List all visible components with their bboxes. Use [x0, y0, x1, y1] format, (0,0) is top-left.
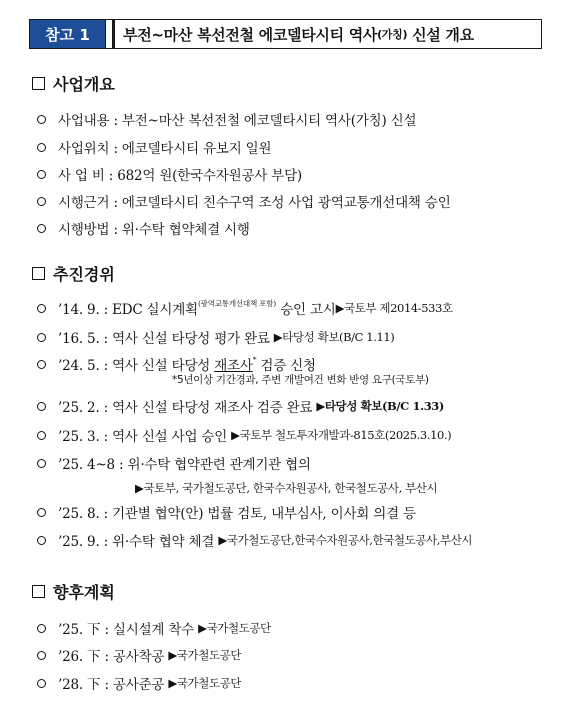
- progress-item: [37, 298, 453, 318]
- progress-text: 승인 고시: [276, 302, 336, 318]
- circle-bullet-icon: [37, 536, 46, 545]
- overview-text: 사업위치 : 에코델타시티 유보지 일원: [58, 141, 272, 157]
- overview-text: 시행근거 : 에코델타시티 친수구역 조성 사업 광역교통개선대책 승인: [58, 195, 451, 211]
- progress-footnote-mark: *: [252, 354, 257, 364]
- circle-bullet-icon: [37, 624, 46, 633]
- section-overview: [32, 72, 115, 95]
- circle-bullet-icon: [37, 333, 46, 342]
- section-overview-label: 사업개요: [53, 75, 115, 94]
- overview-text: 시행방법 : 위·수탁 협약체결 시행: [58, 222, 250, 238]
- progress-text: ’14. 9. : EDC 실시계획: [58, 302, 198, 318]
- circle-bullet-icon: [37, 431, 46, 440]
- progress-note: ▶국토부 제2014-533호: [335, 301, 453, 315]
- overview-text: 사업내용 : 부전~마산 복선전철 에코델타시티 역사(가칭) 신설: [58, 113, 417, 129]
- progress-item: [37, 425, 451, 445]
- section-progress: [32, 262, 115, 285]
- plan-item: [37, 618, 271, 638]
- square-bullet-icon: [32, 585, 45, 598]
- overview-item: [37, 137, 271, 157]
- square-bullet-icon: [32, 267, 45, 280]
- plan-note: ▶국가철도공단: [168, 648, 242, 662]
- progress-item: [37, 453, 311, 473]
- progress-text: ’16. 5. : 역사 신설 타당성 평가 완료: [58, 331, 274, 347]
- plan-note: ▶국가철도공단: [168, 676, 242, 690]
- progress-item: [37, 327, 394, 347]
- progress-text: ’25. 4~8 : 위·수탁 협약관련 관계기관 협의: [58, 457, 311, 473]
- progress-note: ▶타당성 확보(B/C 1.11): [273, 330, 395, 344]
- circle-bullet-icon: [37, 304, 46, 313]
- overview-item: [37, 109, 416, 129]
- circle-bullet-icon: [37, 197, 46, 206]
- title-main: 부전~마산 복선전철 에코델타시티 역사: [123, 25, 378, 44]
- progress-underlined: 재조사: [214, 358, 253, 374]
- plan-item: [37, 645, 241, 665]
- circle-bullet-icon: [37, 170, 46, 179]
- header-divider: [106, 20, 114, 48]
- progress-text: ’25. 8. : 기관별 협약(안) 법률 검토, 내부심사, 이사회 의결 등: [58, 506, 416, 522]
- progress-note: (B/C 1.33): [381, 399, 444, 413]
- document-header: [29, 19, 542, 49]
- progress-note-bold: ▶타당성 확보: [316, 399, 382, 413]
- circle-bullet-icon: [37, 651, 46, 660]
- progress-text: ’25. 2. : 역사 신설 타당성 재조사 검증 완료: [58, 400, 317, 416]
- progress-item: [37, 354, 316, 374]
- plan-text: ’28. 下 : 공사준공: [58, 677, 169, 693]
- square-bullet-icon: [32, 77, 45, 90]
- plan-text: ’25. 下 : 실시설계 착수: [58, 622, 199, 638]
- plan-text: ’26. 下 : 공사착공: [58, 649, 169, 665]
- progress-note: ▶국토부 철도투자개발과-815호(2025.3.10.): [231, 428, 452, 442]
- circle-bullet-icon: [37, 508, 46, 517]
- progress-text: 검증 신청: [256, 358, 316, 374]
- circle-bullet-icon: [37, 143, 46, 152]
- circle-bullet-icon: [37, 360, 46, 369]
- progress-note: ▶국가철도공단,한국수자원공사,한국철도공사,부산시: [218, 533, 473, 547]
- progress-text: ’25. 9. : 위·수탁 협약 체결: [58, 534, 219, 550]
- plan-item: [37, 673, 241, 693]
- document-title: [114, 20, 541, 48]
- progress-item: [37, 396, 444, 416]
- section-plan: [32, 580, 115, 603]
- overview-item: [37, 164, 302, 184]
- circle-bullet-icon: [37, 459, 46, 468]
- reference-tag: 참고 1: [30, 20, 106, 48]
- section-plan-label: 향후계획: [53, 583, 115, 602]
- progress-superscript: (광역교통개선대책 포함): [197, 298, 277, 308]
- title-tail: 신설 개요: [407, 25, 474, 44]
- plan-note: ▶국가철도공단: [198, 621, 271, 635]
- circle-bullet-icon: [37, 115, 46, 124]
- progress-continuation: ▶국토부, 국가철도공단, 한국수자원공사, 한국철도공사, 부산시: [135, 481, 438, 495]
- progress-item: [37, 502, 416, 522]
- progress-footnote: *5년이상 기간경과, 주변 개발여건 변화 반영 요구(국토부): [172, 374, 429, 386]
- circle-bullet-icon: [37, 402, 46, 411]
- section-progress-label: 추진경위: [53, 265, 115, 284]
- progress-text: ’25. 3. : 역사 신설 사업 승인: [58, 429, 232, 445]
- overview-text: 사 업 비 : 682억 원(한국수자원공사 부담): [58, 168, 302, 184]
- progress-item: [37, 530, 472, 550]
- title-small: (가칭): [377, 28, 408, 41]
- circle-bullet-icon: [37, 679, 46, 688]
- circle-bullet-icon: [37, 224, 46, 233]
- progress-text: ’24. 5. : 역사 신설 타당성: [58, 358, 215, 374]
- overview-item: [37, 218, 250, 238]
- overview-item: [37, 191, 451, 211]
